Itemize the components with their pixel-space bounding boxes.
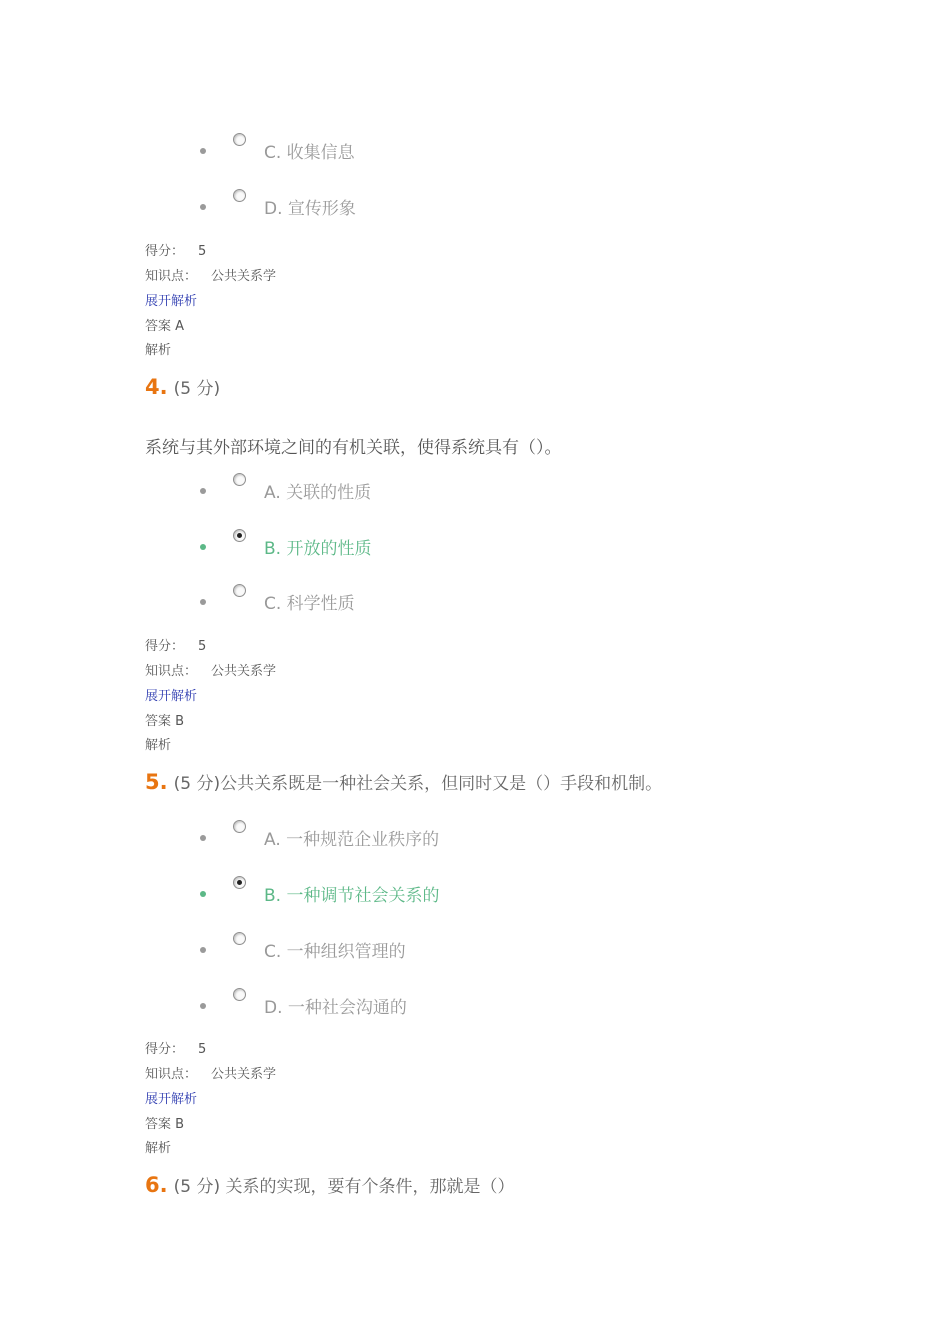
expand-analysis-link[interactable]: 展开解析 (145, 689, 198, 704)
knowledge-point-value: 公共关系学 (211, 664, 277, 679)
bullet-icon (200, 599, 206, 605)
analysis-label: 解析 (145, 738, 172, 753)
radio-icon[interactable] (233, 133, 246, 146)
score-value: 5 (198, 639, 207, 654)
radio-selected-icon[interactable] (233, 529, 246, 542)
option-label: D. 宣传形象 (264, 199, 356, 219)
question-stem-6: 关系的实现，要有个条件，那就是（） (225, 1177, 515, 1197)
option-label: B. 一种调节社会关系的 (264, 886, 440, 906)
answer-text: 答案 B (145, 714, 185, 729)
knowledge-point-value: 公共关系学 (211, 269, 277, 284)
question-header-5 (145, 769, 662, 794)
bullet-icon (200, 891, 206, 897)
option-q5-d[interactable] (200, 995, 800, 1025)
radio-icon[interactable] (233, 473, 246, 486)
option-q5-b[interactable] (200, 883, 800, 913)
radio-icon[interactable] (233, 820, 246, 833)
question-number: 4. (145, 375, 168, 399)
expand-analysis-link[interactable]: 展开解析 (145, 294, 198, 309)
bullet-icon (200, 947, 206, 953)
question-header-6 (145, 1172, 514, 1197)
option-label: C. 科学性质 (264, 594, 355, 614)
question-points: (5 分) (173, 774, 221, 794)
answer-text: 答案 B (145, 1117, 185, 1132)
question-stem-5: 公共关系既是一种社会关系，但同时又是（）手段和机制。 (220, 774, 663, 794)
knowledge-point-label: 知识点： (145, 269, 198, 284)
bullet-icon (200, 204, 206, 210)
question-points: (5 分) (173, 379, 221, 399)
radio-icon[interactable] (233, 932, 246, 945)
question-header-4 (145, 374, 220, 399)
option-label: A. 关联的性质 (264, 483, 372, 503)
option-q4-c[interactable] (200, 591, 800, 621)
knowledge-point-row (145, 1063, 276, 1082)
answer-text: 答案 A (145, 319, 185, 334)
knowledge-point-row (145, 660, 276, 679)
bullet-icon (200, 544, 206, 550)
question-number: 6. (145, 1173, 168, 1197)
option-q3-c[interactable] (200, 140, 800, 170)
option-q3-d[interactable] (200, 196, 800, 226)
score-value: 5 (198, 1042, 207, 1057)
bullet-icon (200, 488, 206, 494)
radio-icon[interactable] (233, 189, 246, 202)
option-label: C. 一种组织管理的 (264, 942, 406, 962)
radio-selected-icon[interactable] (233, 876, 246, 889)
radio-icon[interactable] (233, 584, 246, 597)
option-q4-b[interactable] (200, 536, 800, 566)
score-label: 得分： (145, 1042, 185, 1057)
knowledge-point-label: 知识点： (145, 1067, 198, 1082)
bullet-icon (200, 835, 206, 841)
option-label: B. 开放的性质 (264, 539, 372, 559)
analysis-label: 解析 (145, 1141, 172, 1156)
option-label: A. 一种规范企业秩序的 (264, 830, 440, 850)
question-number: 5. (145, 770, 168, 794)
bullet-icon (200, 148, 206, 154)
expand-analysis-link[interactable]: 展开解析 (145, 1092, 198, 1107)
knowledge-point-value: 公共关系学 (211, 1067, 277, 1082)
knowledge-point-label: 知识点： (145, 664, 198, 679)
option-label: C. 收集信息 (264, 143, 355, 163)
score-label: 得分： (145, 244, 185, 259)
question-stem-4: 系统与其外部环境之间的有机关联，使得系统具有（）。 (145, 438, 562, 458)
score-value: 5 (198, 244, 207, 259)
analysis-label: 解析 (145, 343, 172, 358)
bullet-icon (200, 1003, 206, 1009)
option-q5-a[interactable] (200, 827, 800, 857)
option-q4-a[interactable] (200, 480, 800, 510)
score-row (145, 240, 206, 259)
score-row (145, 635, 206, 654)
score-label: 得分： (145, 639, 185, 654)
question-points: (5 分) (173, 1177, 221, 1197)
score-row (145, 1038, 206, 1057)
option-q5-c[interactable] (200, 939, 800, 969)
knowledge-point-row (145, 265, 276, 284)
radio-icon[interactable] (233, 988, 246, 1001)
option-label: D. 一种社会沟通的 (264, 998, 407, 1018)
